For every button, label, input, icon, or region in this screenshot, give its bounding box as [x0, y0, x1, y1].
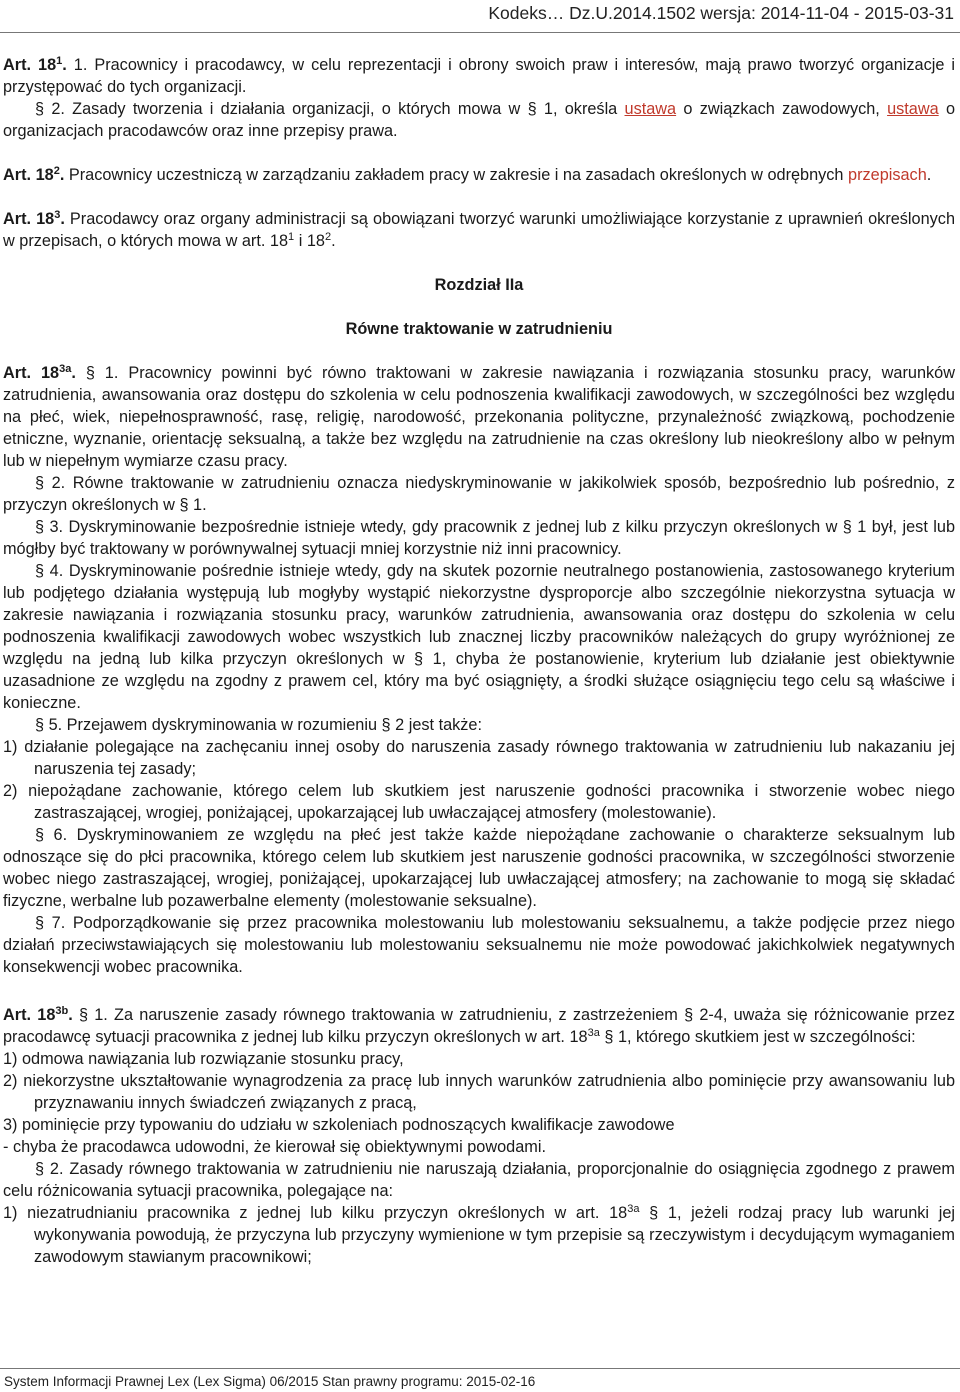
list-item: 2) niepożądane zachowanie, którego celem lub skutkiem jest naruszenie godności pracownika i stworzenie wobec niego zastraszającej, wrogiej, poniżającej, upokarzającej lub uwłaczającej atmosfery (molestowanie).: [3, 782, 955, 822]
art-18-3b-paragraph-1: Art. $18^{3b}$. § 1. Za naruszenie zasady równego traktowania w zatrudnieniu, z zastrzeżeniem § 2-4, uważa się różnicowanie przez pracodawcę sytuacji pracownika z jednej lub kilku przyczyn określonych w art. $18^{3a}$ § 1, którego skutkiem jest w szczególności:: [3, 1005, 955, 1046]
link-ustawa-organizacje[interactable]: ustawa: [887, 100, 939, 118]
chapter-number: Rozdział IIa: [434, 276, 524, 294]
list-item: 1) niezatrudnianiu pracownika z jednej lub kilku przyczyn określonych w art. $18^{3a}$ § 1, jeżeli rodzaj pracy lub warunki jej wykonywania powodują, że przyczyna lub przyczyny wymienione w tym przepisie są rzeczywistym i decydującym wymaganiem zawodowym stawianym pracownikowi;: [3, 1203, 955, 1266]
article-number: Art. $18^{3a}$.: [3, 363, 76, 382]
document-body: [3, 54, 955, 1268]
list-item: 1) działanie polegające na zachęcaniu innej osoby do naruszenia zasady równego traktowania w zatrudnieniu lub nakazaniu jej naruszenia tej zasady;: [3, 738, 955, 778]
article-number: Art. $18^1$.: [3, 55, 67, 74]
art-18-3a-paragraph-6: § 6. Dyskryminowaniem ze względu na płeć jest także każde niepożądane zachowanie o charakterze seksualnym lub odnoszące się do płci pracownika, którego celem lub skutkiem jest naruszenie godności pracownika, w szczególności stworzenie wobec niego zastraszającej, wrogiej, poniżającej, upokarzającej lub uwłaczającej atmosfery; na zachowanie to mogą się składać fizyczne, werbalne lub pozawerbalne elementy (molestowanie seksualne).: [3, 826, 955, 910]
art-18-3-paragraph: Art. $18^3$. Pracodawcy oraz organy administracji są obowiązani tworzyć warunki umożliwiające korzystanie z uprawnień określonych w przepisach, o których mowa w art. $18^1$ i $18^2$.: [3, 209, 955, 250]
chapter-title: Równe traktowanie w zatrudnieniu: [345, 320, 613, 338]
art-18-2-paragraph: Art. $18^2$. Pracownicy uczestniczą w zarządzaniu zakładem pracy w zakresie i na zasadach określonych w odrębnych przepisach.: [3, 165, 932, 184]
art-18-3a-paragraph-1: Art. $18^{3a}$. § 1. Pracownicy powinni być równo traktowani w zakresie nawiązania i rozwiązania stosunku pracy, warunków zatrudnienia, awansowania oraz dostępu do szkolenia w celu podnoszenia kwalifikacji zawodowych, w szczególności bez względu na płeć, wiek, niepełnosprawność, rasę, religię, narodowość, przekonania polityczne, przynależność związkową, pochodzenie etniczne, wyznanie, orientację seksualną, a także bez względu na zatrudnienie na czas określony lub nieokreślony albo w pełnym lub w niepełnym wymiarze czasu pracy.: [3, 363, 955, 470]
footer-text: System Informacji Prawnej Lex (Lex Sigma) 06/2015 Stan prawny programu: 2015-02-16: [4, 1374, 536, 1389]
art-18-1-paragraph-2: § 2. Zasady tworzenia i działania organizacji, o których mowa w § 1, określa ustawa o związkach zawodowych, ustawa o organizacjach pracodawców oraz inne przepisy prawa.: [3, 100, 955, 140]
link-ustawa-zwiazki[interactable]: ustawa: [624, 100, 677, 118]
art-18-3a-paragraph-7: § 7. Podporządkowanie się przez pracownika molestowaniu lub molestowaniu seksualnemu, a także podjęcie przez niego działań przeciwstawiających się molestowaniu lub molestowaniu seksualnemu nie może powodować jakichkolwiek negatywnych konsekwencji wobec pracownika.: [3, 914, 955, 976]
page-header: [0, 0, 960, 33]
list-item: 3) pominięcie przy typowaniu do udziału w szkoleniach podnoszących kwalifikacje zawodowe: [3, 1116, 675, 1134]
article-number: Art. $18^3$.: [3, 209, 65, 228]
article-number: Art. $18^{3b}$.: [3, 1005, 73, 1024]
art-18-3b-exception: - chyba że pracodawca udowodni, że kierował się obiektywnymi powodami.: [3, 1138, 546, 1156]
page-footer: [0, 1368, 960, 1392]
art-18-3a-paragraph-2: § 2. Równe traktowanie w zatrudnieniu oznacza niedyskryminowanie w jakikolwiek sposób, bezpośrednio lub pośrednio, z przyczyn określonych w § 1.: [3, 474, 955, 514]
link-przepisach[interactable]: przepisach: [848, 166, 927, 184]
list-item: 1) odmowa nawiązania lub rozwiązanie stosunku pracy,: [3, 1050, 404, 1068]
article-number: Art. $18^2$.: [3, 165, 65, 184]
art-18-3a-paragraph-4: § 4. Dyskryminowanie pośrednie istnieje wtedy, gdy na skutek pozornie neutralnego postanowienia, zastosowanego kryterium lub podjętego działania występują lub mogłyby wystąpić niekorzystne dysproporcje albo szczególnie niekorzystna sytuacja w zakresie nawiązania i rozwiązania stosunku pracy, warunków zatrudnienia, awansowania oraz dostępu do szkolenia w celu podnoszenia kwalifikacji zawodowych wobec wszystkich lub znacznej liczby pracowników należących do grupy wyróżnionej ze względu na jedną lub kilka przyczyn określonych w § 1, chyba że postanowienie, kryterium lub działanie jest obiektywnie uzasadnione ze względu na zgodny z prawem cel, który ma być osiągnięty, a środki służące osiągnięciu tego celu są właściwe i konieczne.: [3, 562, 955, 712]
art-18-3a-paragraph-3: § 3. Dyskryminowanie bezpośrednie istnieje wtedy, gdy pracownik z jednej lub z kilku przyczyn określonych w § 1 był, jest lub mógłby być traktowany w porównywalnej sytuacji mniej korzystnie niż inni pracownicy.: [3, 518, 955, 558]
art-18-3b-paragraph-2: § 2. Zasady równego traktowania w zatrudnieniu nie naruszają działania, proporcjonalnie do osiągnięcia zgodnego z prawem celu różnicowania sytuacji pracownika, polegające na:: [3, 1160, 955, 1200]
document-header-title: Kodeks… Dz.U.2014.1502 wersja: 2014-11-04 - 2015-03-31: [488, 3, 954, 23]
art-18-3a-paragraph-5: § 5. Przejawem dyskryminowania w rozumieniu § 2 jest także:: [35, 716, 483, 734]
art-18-1-paragraph-1: Art. $18^1$. 1. Pracownicy i pracodawcy, w celu reprezentacji i obrony swoich praw i interesów, mają prawo tworzyć organizacje i przystępować do tych organizacji.: [3, 55, 955, 96]
list-item: 2) niekorzystne ukształtowanie wynagrodzenia za pracę lub innych warunków zatrudnienia albo pominięcie przy awansowaniu lub przyznawaniu innych świadczeń związanych z pracą,: [3, 1072, 955, 1112]
